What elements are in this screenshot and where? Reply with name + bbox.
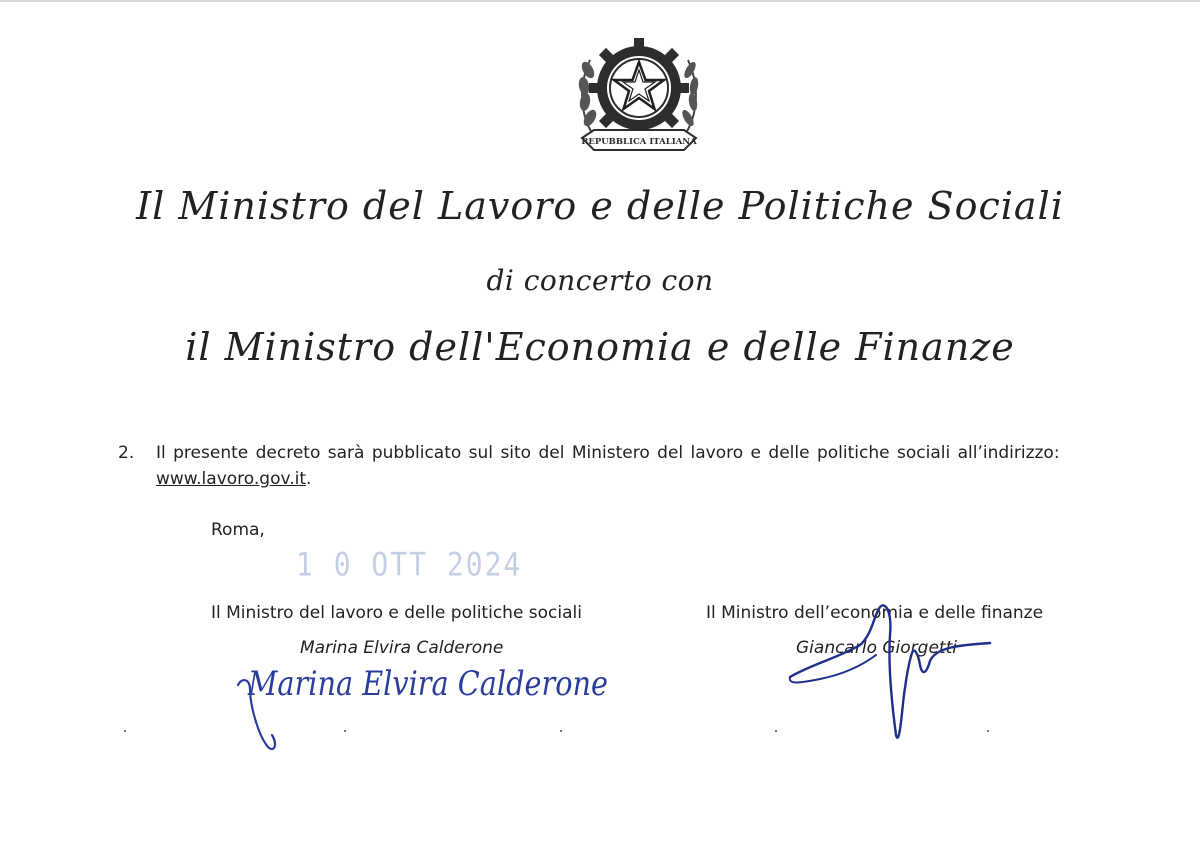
emblem-ribbon-text: REPUBBLICA ITALIANA	[581, 137, 697, 147]
signature-left-text: Marina Elvira Calderone	[247, 664, 608, 704]
italian-republic-emblem-icon	[574, 26, 704, 158]
clause-text-block	[156, 440, 1138, 492]
header-minister-labour: Il Ministro del Lavoro e delle Politiche Sociali	[136, 184, 1064, 228]
speck	[775, 730, 777, 732]
clause-body: Il presente decreto sarà pubblicato sul sito del Ministero del lavoro e delle politiche sociali all’indirizzo:	[156, 443, 1060, 463]
signature-left-image	[228, 655, 618, 755]
signatory-right-name: Giancarlo Giorgetti	[796, 638, 957, 658]
signatory-right-title: Il Ministro dell’economia e delle finanze	[706, 603, 1044, 623]
signatory-left-title: Il Ministro del lavoro e delle politiche sociali	[211, 603, 582, 623]
date-stamp: 1 0 OTT 2024	[296, 545, 523, 584]
website-link[interactable]: www.lavoro.gov.it	[156, 469, 307, 489]
clause-number: 2.	[118, 443, 135, 463]
speck	[124, 730, 126, 732]
clause-2	[118, 440, 1138, 492]
signatory-left-name: Marina Elvira Calderone	[300, 638, 504, 658]
speck	[560, 730, 562, 732]
header-minister-economy: il Ministro dell'Economia e delle Finanze	[185, 325, 1015, 369]
place-label: Roma,	[211, 520, 265, 540]
page-top-border	[0, 0, 1200, 2]
clause-terminator: .	[306, 469, 312, 489]
header-in-concert-with: di concerto con	[486, 264, 714, 297]
speck	[987, 730, 989, 732]
speck	[344, 730, 346, 732]
